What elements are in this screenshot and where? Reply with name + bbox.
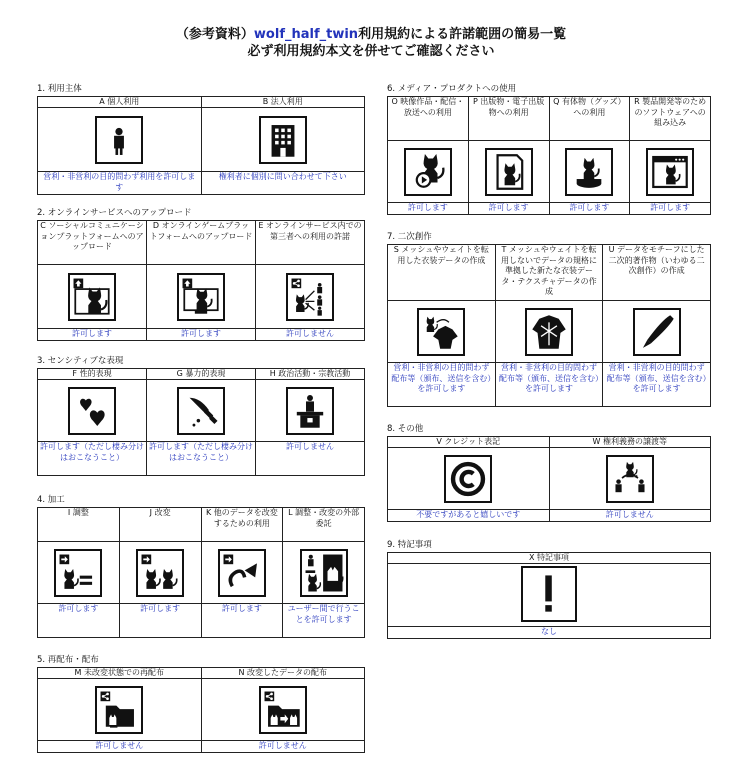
status-text: 許可します [468, 203, 549, 215]
license-table [37, 368, 365, 476]
item-label: G 暴力的表現 [147, 369, 256, 380]
section-redistribution [37, 655, 365, 753]
person-icon [95, 116, 143, 164]
transfer-icon [606, 455, 654, 503]
upload-cat-icon [68, 273, 116, 321]
adjust-cat-icon [54, 549, 102, 597]
section-media-products [387, 84, 711, 215]
item-label: R 製品開発等のためのソフトウェアへの組み込み [630, 97, 711, 141]
status-text: 許可します [147, 329, 256, 341]
section-derivative-works [387, 232, 711, 407]
item-label: V クレジット表記 [388, 437, 550, 448]
mesh-shirt-icon [417, 308, 465, 356]
status-text: 許可します [630, 203, 711, 215]
hearts-icon [68, 387, 116, 435]
status-text: 許可しません [256, 442, 365, 476]
license-table [37, 667, 365, 753]
status-text: 許可しません [256, 329, 365, 341]
status-text: 許可しません [201, 741, 365, 753]
status-text: 許可します [201, 604, 283, 638]
redistribute-icon [95, 686, 143, 734]
license-table [387, 96, 711, 215]
software-cat-icon [646, 148, 694, 196]
page-subtitle: 必ず利用規約本文を併せてご確認ください [247, 44, 495, 59]
video-cat-icon [404, 148, 452, 196]
section-special-notes [387, 540, 711, 639]
copyright-icon [444, 455, 492, 503]
section-title: 1. 利用主体 [37, 84, 82, 94]
page-title [0, 26, 742, 43]
item-label: D オンラインゲームプラットフォームへのアップロード [147, 221, 256, 265]
podium-icon [286, 387, 334, 435]
item-label: O 映像作品・配信・放送への利用 [388, 97, 469, 141]
status-text: 許可します（ただし棲み分けはおこなうこと） [147, 442, 256, 476]
item-label: L 調整・改変の外部委託 [283, 508, 365, 542]
section-other [387, 424, 711, 522]
status-text: 許可しません [38, 741, 202, 753]
status-text: 営利・非営利の目的問わず配布等（頒布、送信を含む）を許可します [603, 363, 711, 407]
knife-icon [177, 387, 225, 435]
status-text: 権利者に個別に問い合わせて下さい [201, 172, 365, 195]
modify-cat-icon [136, 549, 184, 597]
status-text: 不要ですがあると嬉しいです [388, 510, 550, 522]
exclamation-icon [521, 566, 577, 622]
status-text: 許可しません [549, 510, 711, 522]
license-table [387, 244, 711, 407]
upload-monitor-cat-icon [177, 273, 225, 321]
item-label: C ソーシャルコミュニケーションプラットフォームへのアップロード [38, 221, 147, 265]
section-title: 4. 加工 [37, 495, 65, 505]
status-text: ユーザー間で行うことを許可します [283, 604, 365, 638]
license-table [37, 507, 365, 638]
section-title: 3. センシティブな表現 [37, 356, 124, 366]
item-label: X 特記事項 [388, 553, 711, 564]
item-label: M 未改変状態での再配布 [38, 668, 202, 679]
license-table [37, 220, 365, 341]
goods-cat-icon [565, 148, 613, 196]
item-label: P 出版物・電子出版物への利用 [468, 97, 549, 141]
section-usage-subject [37, 84, 365, 195]
section-title: 9. 特記事項 [387, 540, 432, 550]
section-title: 7. 二次創作 [387, 232, 432, 242]
section-sensitive [37, 356, 365, 476]
item-label: A 個人利用 [38, 97, 202, 108]
item-label: T メッシュやウェイトを転用しないでデータの規格に準拠した新たな衣装データ・テクスチャデータの作成 [495, 245, 603, 301]
license-table [387, 552, 711, 639]
status-text: なし [388, 626, 711, 638]
status-text: 営利・非営利の目的問わず利用を許可します [38, 172, 202, 195]
section-title: 6. メディア・プロダクトへの使用 [387, 84, 517, 94]
item-label: E オンラインサービス内での第三者への利用の許諾 [256, 221, 365, 265]
outsource-cat-icon [300, 549, 348, 597]
section-title: 2. オンラインサービスへのアップロード [37, 208, 192, 218]
section-title: 8. その他 [387, 424, 424, 434]
publication-cat-icon [485, 148, 533, 196]
license-table [37, 96, 365, 195]
item-label: U データをモチーフにした二次的著作物（いわゆる二次創作）の作成 [603, 245, 711, 301]
title-product-name: wolf_half_twin [253, 27, 359, 42]
status-text: 許可します（ただし棲み分けはおこなうこと） [38, 442, 147, 476]
item-label: J 改変 [119, 508, 201, 542]
status-text: 営利・非営利の目的問わず配布等（頒布、送信を含む）を許可します [495, 363, 603, 407]
section-online-upload [37, 208, 365, 341]
item-label: S メッシュやウェイトを転用した衣装データの作成 [388, 245, 496, 301]
item-label: Q 有体物（グッズ）への利用 [549, 97, 630, 141]
status-text: 許可します [38, 604, 120, 638]
item-label: F 性的表現 [38, 369, 147, 380]
item-label: K 他のデータを改変するための利用 [201, 508, 283, 542]
item-label: I 調整 [38, 508, 120, 542]
status-text: 許可します [119, 604, 201, 638]
section-title: 5. 再配布・配布 [37, 655, 99, 665]
new-shirt-icon [525, 308, 573, 356]
title-suffix: 利用規約による許諾範囲の簡易一覧 [358, 27, 567, 42]
status-text: 営利・非営利の目的問わず配布等（頒布、送信を含む）を許可します [388, 363, 496, 407]
share-cat-icon [286, 273, 334, 321]
item-label: N 改変したデータの配布 [201, 668, 365, 679]
license-table [387, 436, 711, 522]
status-text: 許可します [549, 203, 630, 215]
item-label: H 政治活動・宗教活動 [256, 369, 365, 380]
title-prefix: （参考資料） [175, 27, 254, 42]
distribute-modified-icon [259, 686, 307, 734]
status-text: 許可します [388, 203, 469, 215]
pen-icon [633, 308, 681, 356]
transform-cat-icon [218, 549, 266, 597]
building-icon [259, 116, 307, 164]
item-label: W 権利義務の譲渡等 [549, 437, 711, 448]
item-label: B 法人利用 [201, 97, 365, 108]
status-text: 許可します [38, 329, 147, 341]
section-processing [37, 495, 365, 638]
